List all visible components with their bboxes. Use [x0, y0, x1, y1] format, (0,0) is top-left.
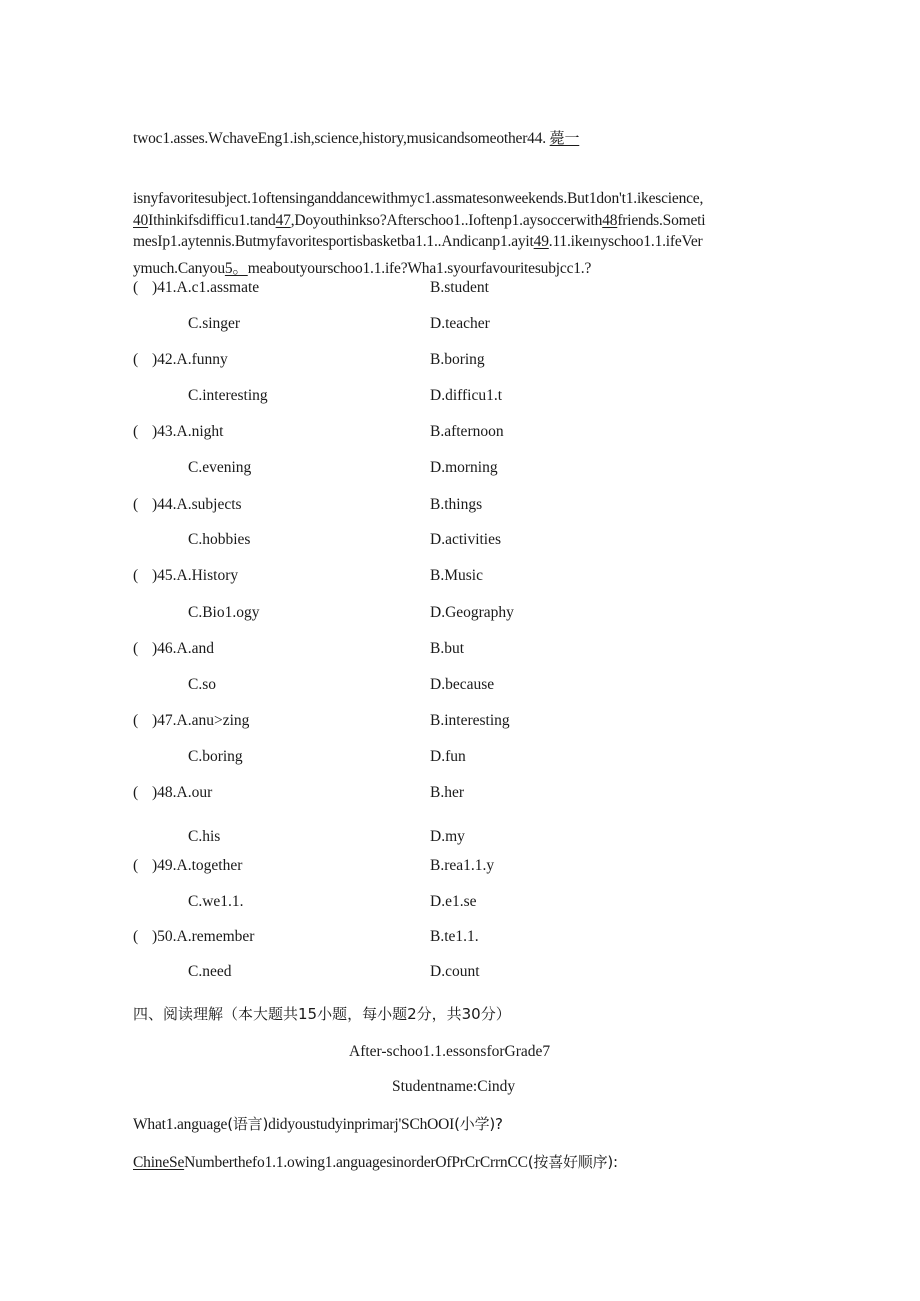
option-d: D.count [430, 963, 480, 980]
answer-paren[interactable]: ( [133, 640, 139, 657]
answer-paren[interactable]: ( [133, 423, 139, 440]
passage-line-3-text-c: friends.Someti [617, 212, 706, 229]
option-a: )48.A.our [152, 784, 213, 801]
option-b: B.afternoon [430, 423, 504, 440]
answer-paren[interactable]: ( [133, 784, 139, 801]
option-c: C.hobbies [188, 531, 251, 548]
passage-line-3 [133, 212, 705, 230]
option-d: D.Geography [430, 604, 514, 621]
option-b: B.te1.1. [430, 928, 479, 945]
option-c: C.Bio1.ogy [188, 604, 260, 621]
reading-answer-line [133, 1151, 618, 1172]
option-b: B.student [430, 279, 489, 296]
passage-line-5-text-a: ymuch.Canyou [133, 260, 225, 277]
answer-paren[interactable]: ( [133, 712, 139, 729]
passage-line-2 [133, 190, 703, 208]
ranking-instruction-cjk: (按喜好顺序): [527, 1153, 618, 1171]
passage-line-4 [133, 233, 702, 251]
reading-question-text-b: didyoustudyinprimarj'SChOOI [268, 1116, 455, 1133]
option-b: B.things [430, 496, 483, 513]
option-b: B.boring [430, 351, 485, 368]
option-c: C.boring [188, 748, 243, 765]
passage-line-3-text-b: ,Doyouthinkso?Afterschoo1..Ioftenp1.aysoccerwith [290, 212, 603, 229]
option-a: )41.A.c1.assmate [152, 279, 260, 296]
blank-answer-44: 薨一 [549, 129, 580, 147]
answer-paren[interactable]: ( [133, 351, 139, 368]
option-b: B.rea1.1.y [430, 857, 495, 874]
answer-chinese: ChineSe [133, 1154, 185, 1171]
option-c: C.so [188, 676, 216, 693]
option-a: )44.A.subjects [152, 496, 242, 513]
option-d: D.e1.se [430, 893, 477, 910]
answer-paren[interactable]: ( [133, 279, 139, 296]
blank-50: 5。 [224, 260, 248, 277]
reading-question-line [133, 1113, 503, 1134]
option-c: C.interesting [188, 387, 268, 404]
passage-line-1-text: twoc1.asses.WchaveEng1.ish,science,history,musicandsomeother44. [133, 130, 546, 147]
ranking-instruction: Numberthefo1.1.owing1.anguagesinorderOfPrCrCrrnCC [184, 1154, 528, 1171]
option-d: D.because [430, 676, 495, 693]
blank-47: 47 [275, 212, 291, 229]
option-c: C.evening [188, 459, 252, 476]
option-a: )42.A.funny [152, 351, 228, 368]
option-a: )47.A.anu>zing [152, 712, 250, 729]
option-a: )43.A.night [152, 423, 224, 440]
option-a: )50.A.remember [152, 928, 255, 945]
option-d: D.my [430, 828, 465, 845]
section-heading: 四、阅读理解（本大题共15小题，每小题2分，共30分） [133, 1005, 511, 1023]
passage-line-5 [133, 256, 591, 278]
option-d: D.teacher [430, 315, 490, 332]
option-c: C.his [188, 828, 221, 845]
reading-question-cjk-2: (小学)? [454, 1115, 503, 1133]
answer-paren[interactable]: ( [133, 857, 139, 874]
answer-paren[interactable]: ( [133, 928, 139, 945]
answer-paren[interactable]: ( [133, 496, 139, 513]
option-c: C.singer [188, 315, 241, 332]
option-a: )45.A.History [152, 567, 239, 584]
option-d: D.morning [430, 459, 498, 476]
reading-question-text-a: What1.anguage [133, 1116, 228, 1133]
option-b: B.Music [430, 567, 483, 584]
passage-line-5-text-b: meaboutyourschoo1.1.ife?Wha1.syourfavouritesubjcc1.? [247, 260, 592, 277]
passage-line-1 [133, 127, 579, 148]
blank-49: 49 [533, 233, 549, 250]
option-b: B.interesting [430, 712, 510, 729]
passage-line-3-text-a: Ithinkifsdifficu1.tand [148, 212, 276, 229]
answer-paren[interactable]: ( [133, 567, 139, 584]
option-b: B.but [430, 640, 465, 657]
option-a: )46.A.and [152, 640, 214, 657]
reading-question-cjk-1: (语言) [227, 1115, 269, 1133]
passage-line-2-text: isnyfavoritesubject.1oftensinganddancewithmyc1.assmatesonweekends.But1don't1.ikescience, [133, 190, 704, 207]
option-a: )49.A.together [152, 857, 243, 874]
passage-line-4-text-a: mesIp1.aytennis.Butmyfavoritesportisbasketba1.1..Andicanp1.ayit [133, 233, 534, 250]
blank-48: 48 [602, 212, 618, 229]
option-d: D.difficu1.t [430, 387, 503, 404]
reading-title: After-schoo1.1.essonsforGrade7 [349, 1043, 551, 1060]
option-b: B.her [430, 784, 465, 801]
option-c: C.we1.1. [188, 893, 244, 910]
option-c: C.need [188, 963, 232, 980]
option-d: D.fun [430, 748, 466, 765]
student-name: Studentname:Cindy [392, 1078, 516, 1095]
passage-line-4-text-b: .11.ikeınyschoo1.1.ifeVer [548, 233, 703, 250]
option-d: D.activities [430, 531, 502, 548]
blank-40: 40 [133, 212, 149, 229]
